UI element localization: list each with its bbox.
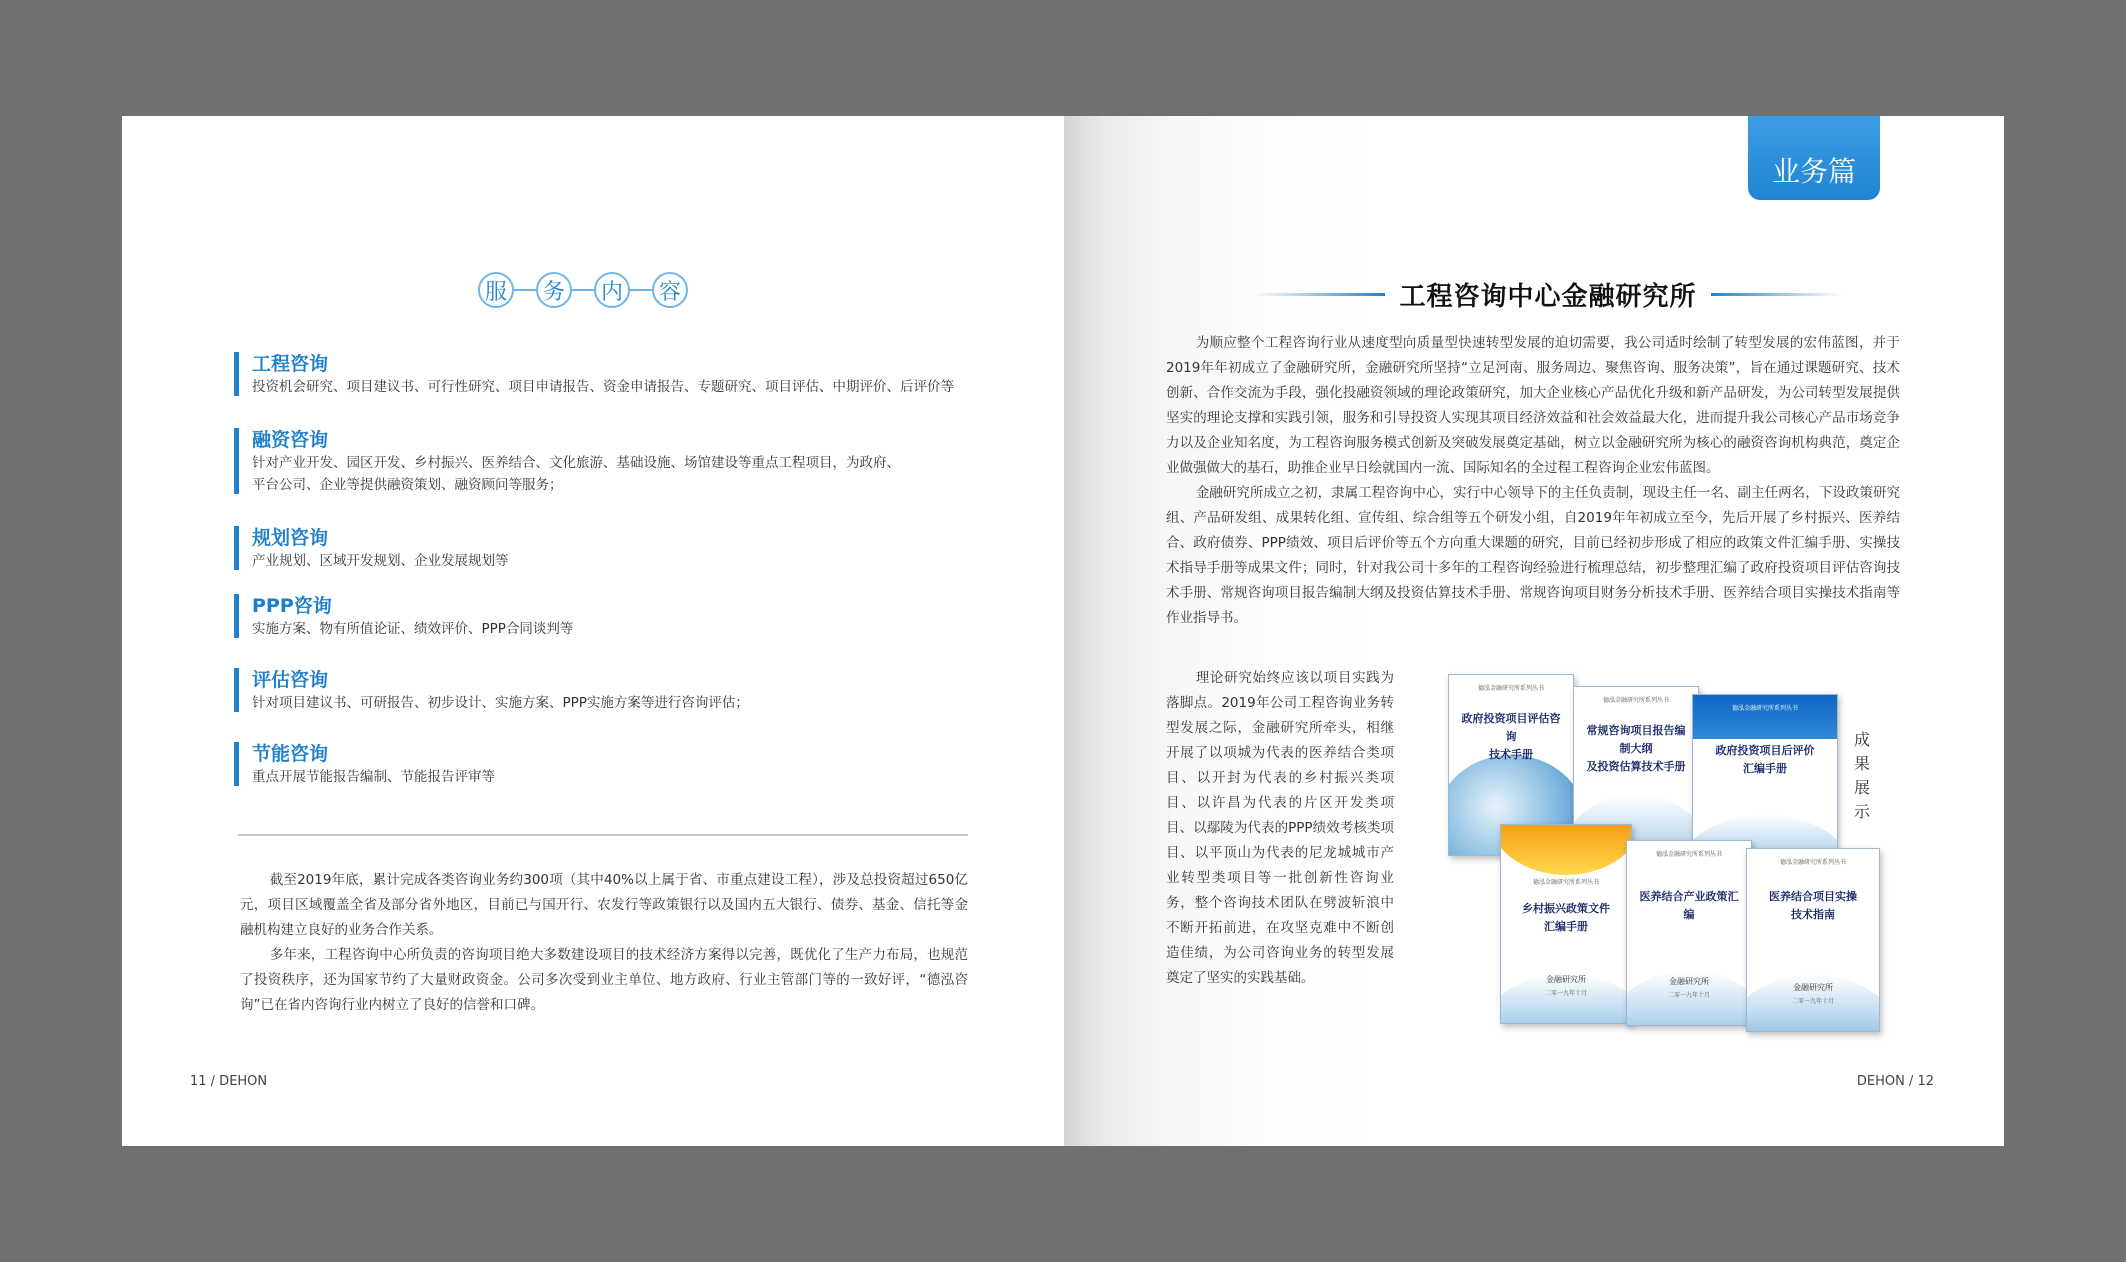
book-title [1501, 900, 1631, 936]
book-title [1449, 710, 1573, 764]
service-energy [234, 742, 1014, 788]
service-financing [234, 428, 1014, 496]
service-title: PPP咨询 [252, 595, 332, 617]
page-number-right: DEHON / 12 [1856, 1074, 1934, 1089]
book-cover [1626, 840, 1752, 1026]
service-evaluation [234, 668, 1014, 714]
section-title-char: 务 [536, 272, 572, 308]
book-title [1693, 742, 1837, 778]
service-desc: 实施方案、物有所值论证、绩效评价、PPP合同谈判等 [252, 621, 574, 637]
results-label: 成果展示 [1853, 730, 1870, 821]
service-title: 节能咨询 [252, 743, 329, 765]
section-title-char: 容 [652, 272, 688, 308]
book-date: 二零一九年十月 [1544, 990, 1587, 997]
service-title: 工程咨询 [252, 353, 329, 375]
service-desc: 平台公司、企业等提供融资策划、融资顾问等服务； [252, 477, 563, 493]
service-bar [234, 526, 239, 570]
service-title: 规划咨询 [252, 527, 329, 549]
book-date: 二零一九年十月 [1667, 992, 1710, 999]
book-title-line: 政府投资项目评估咨询 [1461, 712, 1561, 743]
summary-paragraph: 截至2019年底，累计完成各类咨询业务约300项（其中40%以上属于省、市重点建设工程），涉及总投资超过650亿元，项目区域覆盖全省及部分省外地区，目前已与国开行、农发行等政策银行以及国内五大银行、债券、基金、信托等金融机构建立良好的业务合作关系。 [240, 872, 968, 938]
intro-paragraphs [1166, 331, 1900, 631]
service-desc: 投资机会研究、项目建议书、可行性研究、项目申请报告、资金申请报告、专题研究、项目评估、中期评价、后评价等 [252, 379, 954, 395]
service-bar [234, 594, 239, 638]
intro-paragraph: 金融研究所成立之初，隶属工程咨询中心，实行中心领导下的主任负责制，现设主任一名、副主任两名，下设政策研究组、产品研发组、成果转化组、宣传组、综合组等五个研发小组，自2019年年初成立至今，先后开展了乡村振兴、医养结合、政府债券、PPP绩效、项目后评价等五个方向重大课题的研究，目前已经初步形成了相应的政策文件汇编手册、实操技术指导手册等成果文件；同时，针对我公司十多年的工程咨询经验进行梳理总结，初步整理汇编了政府投资项目评估咨询技术手册、常规咨询项目报告编制大纲及投资估算技术手册、常规咨询项目财务分析技术手册、医养结合项目实操技术指南等作业指导书。 [1166, 485, 1900, 626]
book-series: 德泓金融研究所系列丛书 [1532, 879, 1599, 886]
section-title-char: 内 [594, 272, 630, 308]
book-title-line: 技术指南 [1791, 908, 1835, 921]
service-title: 融资咨询 [252, 429, 329, 451]
book-title-line: 乡村振兴政策文件 [1522, 902, 1610, 915]
section-title-char: 服 [478, 272, 514, 308]
book-title-line: 及投资估算技术手册 [1586, 760, 1686, 773]
practice-paragraph-block [1166, 666, 1394, 991]
page-heading [1218, 276, 1878, 313]
service-engineering [234, 352, 1014, 398]
heading-line-right [1711, 293, 1841, 296]
title-dash [572, 289, 594, 291]
service-planning [234, 526, 1014, 572]
book-title [1574, 722, 1698, 776]
service-desc: 针对项目建议书、可研报告、初步设计、实施方案、PPP实施方案等进行咨询评估； [252, 695, 749, 711]
service-desc: 针对产业开发、园区开发、乡村振兴、医养结合、文化旅游、基础设施、场馆建设等重点工程项目，为政府、 [252, 455, 900, 471]
service-bar [234, 668, 239, 712]
book-title-line: 医养结合项目实操 [1769, 890, 1857, 903]
chapter-tab: 业务篇 [1748, 116, 1880, 200]
section-divider [238, 834, 968, 836]
book-series: 德泓金融研究所系列丛书 [1602, 697, 1669, 704]
book-series: 德泓金融研究所系列丛书 [1477, 685, 1544, 692]
summary-paragraph: 多年来，工程咨询中心所负责的咨询项目绝大多数建设项目的技术经济方案得以完善，既优化了生产力布局，也规范了投资秩序，还为国家节约了大量财政资金。公司多次受到业主单位、地方政府、行业主管部门等的一致好评，“德泓咨询”已在省内咨询行业内树立了良好的信誉和口碑。 [240, 947, 968, 1013]
book-org: 金融研究所 [1546, 975, 1586, 984]
book-title-line: 常规咨询项目报告编制大纲 [1586, 724, 1686, 755]
right-page [1064, 116, 2004, 1146]
book-series: 德泓金融研究所系列丛书 [1779, 859, 1846, 866]
heading-text: 工程咨询中心金融研究所 [1399, 282, 1697, 312]
book-series: 德泓金融研究所系列丛书 [1731, 705, 1798, 712]
book-title-line: 医养结合产业政策汇编 [1639, 890, 1739, 921]
left-page [122, 116, 1064, 1146]
book-org: 金融研究所 [1793, 983, 1833, 992]
intro-paragraph: 为顺应整个工程咨询行业从速度型向质量型快速转型发展的迫切需要，我公司适时绘制了转型发展的宏伟蓝图，并于2019年年初成立了金融研究所，金融研究所坚持“立足河南、服务周边、聚焦咨询、服务决策”，旨在通过课题研究、技术创新、合作交流为手段，强化投融资领域的理论政策研究，加大企业核心产品优化升级和新产品研发，为公司转型发展提供坚实的理论支撑和实践引领，服务和引导投资人实现其项目经济效益和社会效益最大化，进而提升我公司核心产品市场竞争力以及企业知名度，为工程咨询服务模式创新及突破发展奠定基础，树立以金融研究所为核心的融资咨询机构典范，奠定企业做强做大的基石，助推企业早日绘就国内一流、国际知名的全过程工程咨询企业宏伟蓝图。 [1166, 335, 1900, 476]
service-ppp [234, 594, 1014, 640]
service-desc: 重点开展节能报告编制、节能报告评审等 [252, 769, 495, 785]
book-title-line: 技术手册 [1489, 748, 1533, 761]
book-title-line: 汇编手册 [1743, 762, 1787, 775]
book-title [1747, 888, 1879, 924]
book-arc-art [1500, 824, 1632, 875]
book-cover [1746, 848, 1880, 1032]
title-dash [630, 289, 652, 291]
book-series: 德泓金融研究所系列丛书 [1655, 851, 1722, 858]
service-bar [234, 352, 239, 396]
service-bar [234, 742, 239, 786]
service-desc: 产业规划、区域开发规划、企业发展规划等 [252, 553, 509, 569]
book-title-line: 政府投资项目后评价 [1715, 744, 1815, 757]
book-title [1627, 888, 1751, 924]
book-org: 金融研究所 [1669, 977, 1709, 986]
title-dash [514, 289, 536, 291]
book-cover [1500, 824, 1632, 1024]
book-title-line: 汇编手册 [1544, 920, 1588, 933]
service-title: 评估咨询 [252, 669, 329, 691]
section-title [478, 272, 688, 308]
heading-line-left [1255, 293, 1385, 296]
summary-paragraphs [240, 868, 968, 1018]
practice-paragraph: 理论研究始终应该以项目实践为落脚点。2019年公司工程咨询业务转型发展之际，金融研究所牵头，相继开展了以项城为代表的医养结合类项目、以开封为代表的乡村振兴类项目、以许昌为代表的片区开发类项目、以鄢陵为代表的PPP绩效考核类项目、以平顶山为代表的尼龙城城市产业转型类项目等一批创新性咨询业务，整个咨询技术团队在劈波斩浪中不断开拓前进，在攻坚克难中不断创造佳绩，为公司咨询业务的转型发展奠定了坚实的实践基础。 [1166, 670, 1394, 986]
page-number-left: 11 / DEHON [190, 1074, 268, 1089]
service-bar [234, 428, 239, 494]
book-date: 二零一九年十月 [1791, 998, 1834, 1005]
